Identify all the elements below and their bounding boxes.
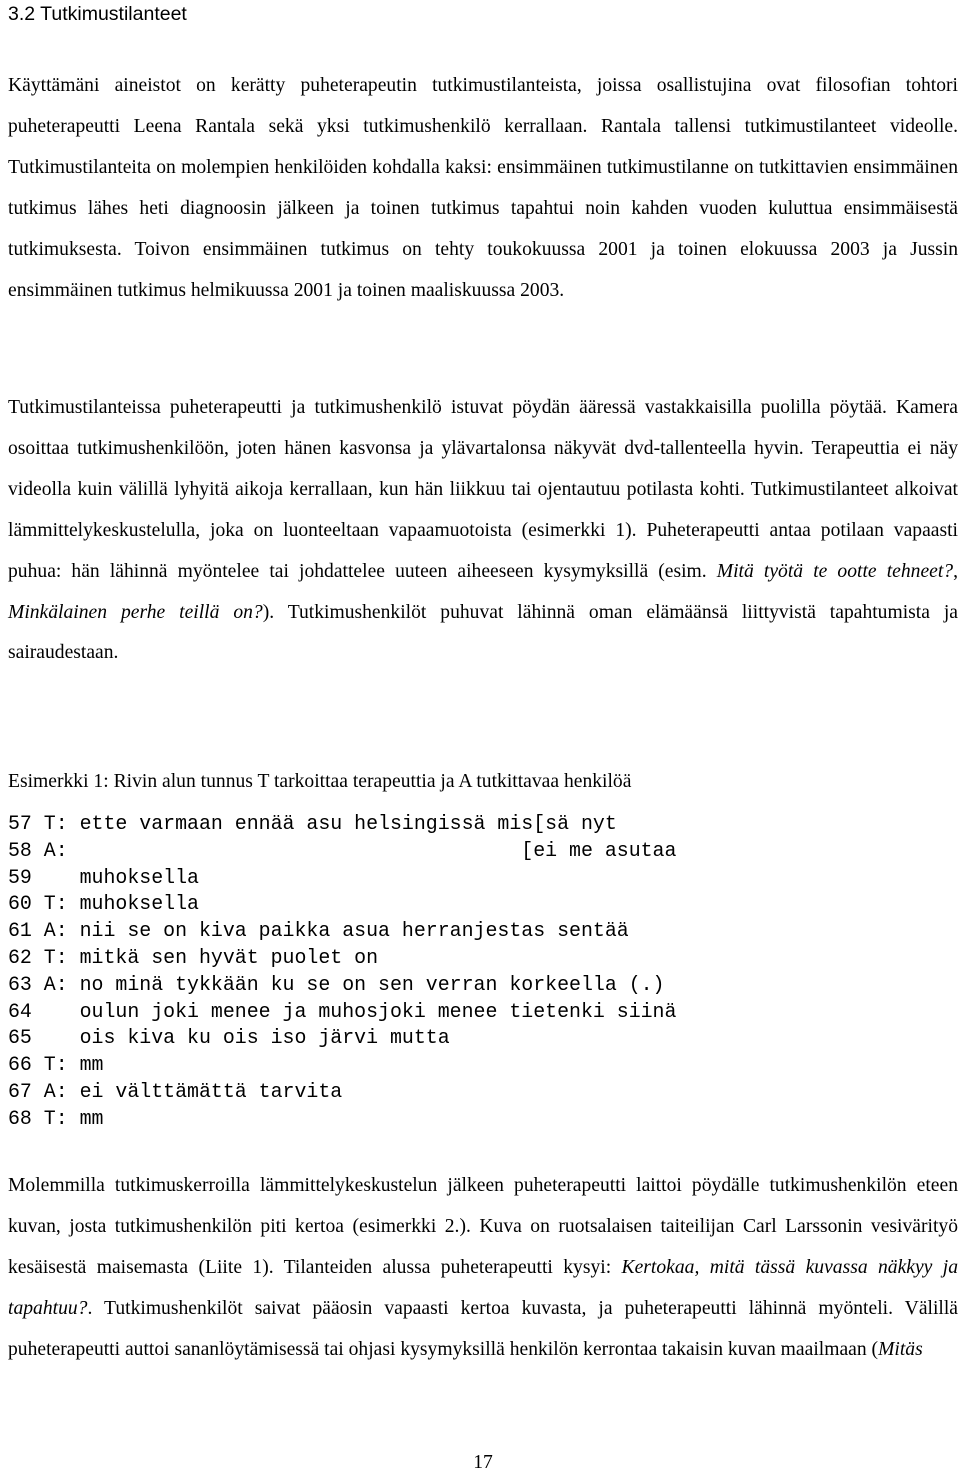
paragraph-picture-task (8, 1166, 958, 1371)
page-number: 17 (473, 1452, 493, 1473)
transcript-line: 65 ois kiva ku ois iso järvi mutta (8, 1026, 450, 1050)
paragraph-text: ). Tutkimushenkilöt puhuvat lähinnä oman elämäänsä liittyvistä tapahtumista ja sairaudestaan. (8, 601, 958, 664)
italic-quote: Mitä työtä te ootte tehneet? (716, 560, 954, 582)
transcript-line: 67 A: ei välttämättä tarvita (8, 1079, 343, 1103)
transcript-line: 60 T: muhoksella (8, 892, 199, 916)
transcript-line: 63 A: no minä tykkään ku se on sen verran korkeella (.) (8, 972, 665, 996)
transcript-line: 57 T: ette varmaan ennää asu helsingissä mis[sä nyt (8, 812, 617, 835)
paragraph-text: Tutkimustilanteissa puheterapeutti ja tutkimushenkilö istuvat pöydän ääressä vastakkaisilla puolilla pöytää. Kamera osoittaa tutkimushenkilöön, joten hänen kasvonsa ja ylävartalonsa näkyvät dvd-tallenteella hyvin. Terapeuttia ei näy videolla kuin välillä lyhyitä aikoja kerrallaan, kun hän liikkuu tai ojentautuu potilasta kohti. Tutkimustilanteet alkoivat lämmittelykeskustelulla, joka on luonteeltaan vapaamuotoista (esimerkki 1). Puheterapeutti antaa potilaan vapaasti puhua: hän lähinnä myöntelee tai johdattelee uuteen aiheeseen kysymyksillä (esim. (8, 397, 958, 582)
transcript-line: 59 muhoksella (8, 865, 199, 889)
paragraph-text: , (953, 560, 958, 582)
transcript-line: 68 T: mm (8, 1106, 104, 1130)
paragraph-research-materials: Käyttämäni aineistot on kerätty puheterapeutin tutkimustilanteista, joissa osallistujina ovat filosofian tohtori puheterapeutti Leena Rantala sekä yksi tutkimushenkilö kerrallaan. Rantala tallensi tutkimustilanteet videolle. Tutkimustilanteita on molempien henkilöiden kohdalla kaksi: ensimmäinen tutkimustilanne on tutkittavien ensimmäinen tutkimus lähes heti diagnoosin jälkeen ja toinen tutkimus tapahtui noin kahden vuoden kuluttua ensimmäisestä tutkimuksesta. Toivon ensimmäinen tutkimus on tehty toukokuussa 2001 ja toinen elokuussa 2003 ja Jussin ensimmäinen tutkimus helmikuussa 2001 ja toinen maaliskuussa 2003. (8, 75, 958, 301)
document-page (8, 0, 958, 1476)
italic-quote: Minkälainen perhe teillä on? (8, 601, 263, 623)
transcript-line: 66 T: mm (8, 1053, 104, 1077)
italic-quote: Mitäs (878, 1338, 923, 1360)
transcript-line: 61 A: nii se on kiva paikka asua herranjestas sentää (8, 919, 629, 943)
italic-quote: Kertokaa, mitä tässä kuvassa näkkyy ja tapahtuu? (8, 1256, 958, 1319)
transcript-line: 64 oulun joki menee ja muhosjoki menee tietenki siinä (8, 999, 677, 1023)
transcript-example (8, 811, 676, 1133)
section-title: 3.2 Tutkimustilanteet (8, 3, 187, 25)
transcript-line: 62 T: mitkä sen hyvät puolet on (8, 945, 379, 969)
paragraph-research-setting (8, 388, 958, 674)
transcript-line: 58 A: [ei me asutaa (8, 838, 677, 862)
example-caption: Esimerkki 1: Rivin alun tunnus T tarkoittaa terapeuttia ja A tutkittavaa henkilöä (8, 771, 632, 792)
paragraph-text: Molemmilla tutkimuskerroilla lämmittelykeskustelun jälkeen puheterapeutti laittoi pöydälle tutkimushenkilön eteen kuvan, josta tutkimushenkilön piti kertoa (esimerkki 2.). Kuva on ruotsalaisen taiteilijan Carl Larssonin vesivärityö kesäisestä maisemasta (Liite 1). Tilanteiden alussa puheterapeutti kysyi: (8, 1175, 958, 1278)
paragraph-text: . Tutkimushenkilöt saivat pääosin vapaasti kertoa kuvasta, ja puheterapeutti lähinnä myönteli. Välillä puheterapeutti auttoi sananlöytämisessä tai ohjasi kysymyksillä henkilön kerrontaa takaisin kuvan maailmaan ( (8, 1297, 958, 1360)
